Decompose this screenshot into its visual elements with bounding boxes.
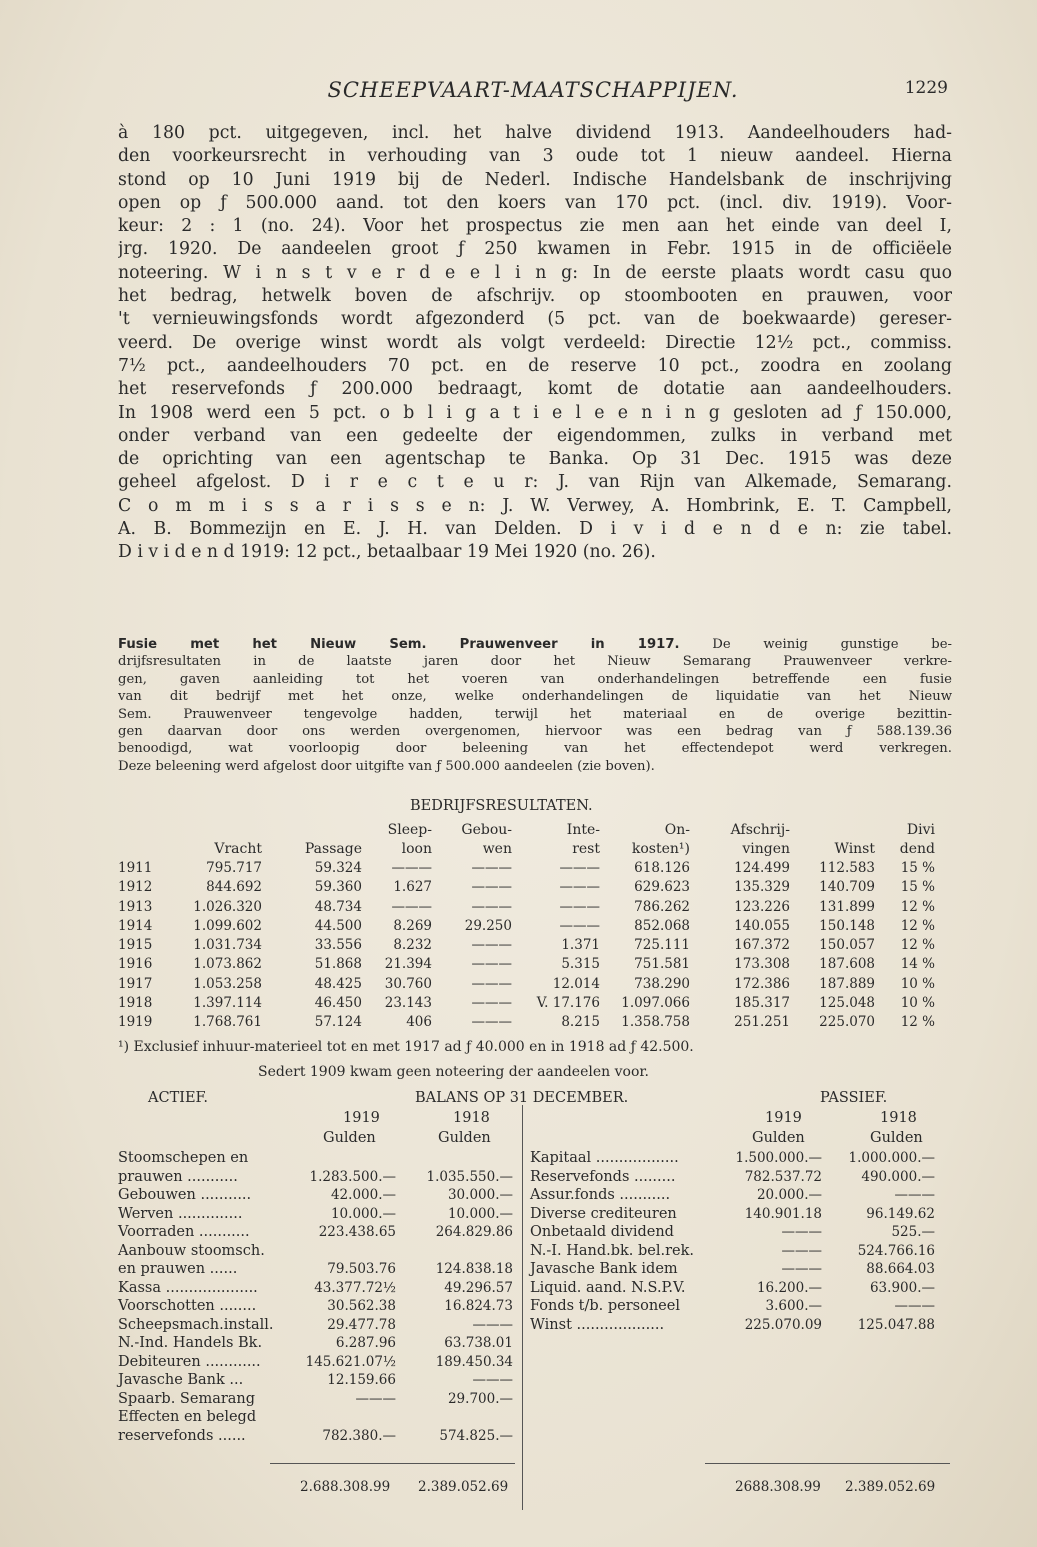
- balance-label: Spaarb. Semarang: [118, 1390, 256, 1407]
- table-cell: ———: [471, 956, 512, 973]
- balance-row: [118, 1224, 513, 1243]
- table-row: [118, 937, 952, 956]
- table-cell: 57.124: [314, 1014, 362, 1031]
- balance-label: en prauwen ......: [118, 1261, 238, 1277]
- results-header-cell: kosten¹): [631, 841, 690, 857]
- balance-label: Gebouwen ...........: [118, 1187, 252, 1203]
- balance-label: Voorschotten ........: [118, 1298, 257, 1314]
- balance-value-1919: 10.000.—: [330, 1205, 396, 1222]
- balance-value-1919: 145.621.07½: [305, 1353, 396, 1370]
- balance-value-1919: 79.503.76: [327, 1261, 396, 1277]
- table-cell: 1918: [118, 995, 153, 1012]
- table-cell: ———: [559, 860, 600, 876]
- balance-label: Diverse crediteuren: [530, 1205, 677, 1222]
- table-cell: 751.581: [634, 956, 690, 973]
- table-cell: ———: [471, 937, 512, 954]
- table-cell: 8.269: [393, 917, 432, 934]
- actief-total-rule: [270, 1463, 515, 1464]
- results-header-cell: Sleep-: [387, 822, 432, 838]
- balance-value-1918: 264.829.86: [435, 1224, 513, 1240]
- balance-label: Javasche Bank idem: [530, 1261, 678, 1277]
- balance-row: [118, 1187, 513, 1206]
- body-line: het reservefonds ƒ 200.000 bedraagt, komt de dotatie aan aandeelhouders.: [118, 379, 952, 400]
- balance-label: prauwen ...........: [118, 1168, 238, 1185]
- balance-value-1918: 63.900.—: [869, 1279, 935, 1296]
- balance-value-1918: 29.700.—: [447, 1390, 513, 1407]
- results-header-cell: On-: [664, 822, 690, 838]
- balance-row: [530, 1224, 950, 1243]
- balance-row: [118, 1391, 513, 1410]
- actief-total-1919: 2.688.308.99: [300, 1479, 391, 1495]
- results-footnote: ¹) Exclusief inhuur-materieel tot en met 1917 ad ƒ 40.000 en in 1918 ad ƒ 42.500.: [118, 1039, 694, 1055]
- results-header-cell: dend: [899, 841, 935, 857]
- table-cell: 59.324: [314, 860, 362, 876]
- balance-value-1918: 88.664.03: [866, 1261, 935, 1277]
- balance-row: [118, 1150, 513, 1169]
- table-cell: 1913: [118, 898, 153, 915]
- table-cell: 187.608: [819, 956, 875, 973]
- balance-label: Voorraden ...........: [118, 1224, 250, 1240]
- balance-value-1918: 96.149.62: [866, 1205, 935, 1222]
- body-line: keur: 2 : 1 (no. 24). Voor het prospectus zie men aan het einde van deel I,: [118, 216, 952, 237]
- balance-value-1918: 30.000.—: [447, 1187, 513, 1203]
- balance-value-1919: ———: [781, 1242, 822, 1259]
- balance-label: Debiteuren ............: [118, 1353, 261, 1370]
- table-cell: 30.760: [384, 975, 432, 992]
- table-cell: ———: [391, 860, 432, 876]
- balance-label: reservefonds ......: [118, 1427, 246, 1444]
- table-cell: 124.499: [734, 860, 790, 876]
- table-cell: 23.143: [384, 995, 432, 1012]
- table-cell: 1912: [118, 879, 153, 896]
- table-cell: 618.126: [634, 860, 690, 876]
- table-cell: 172.386: [734, 975, 790, 992]
- table-cell: 12 %: [900, 898, 935, 915]
- table-cell: 21.394: [384, 956, 432, 973]
- balance-value-1919: 1.500.000.—: [735, 1150, 822, 1166]
- table-row: [118, 860, 952, 879]
- balance-label: N.-I. Hand.bk. bel.rek.: [530, 1242, 695, 1259]
- table-cell: 1917: [118, 975, 153, 992]
- table-cell: 1916: [118, 956, 153, 973]
- body-line: stond op 10 Juni 1919 bij de Nederl. Indische Handelsbank de inschrijving: [118, 169, 952, 190]
- results-header-cell: loon: [401, 841, 432, 857]
- table-cell: 8.232: [393, 937, 432, 954]
- table-row: [118, 956, 952, 975]
- body-line: veerd. De overige winst wordt als volgt verdeeld: Directie 12½ pct., commiss.: [118, 332, 952, 353]
- balance-value-1919: 223.438.65: [318, 1224, 396, 1240]
- running-title: SCHEEPVAART-MAATSCHAPPIJEN.: [327, 78, 739, 102]
- passief-label: PASSIEF.: [820, 1090, 888, 1106]
- balance-label: Scheepsmach.install.: [118, 1316, 274, 1333]
- table-row: [118, 879, 952, 898]
- table-cell: 1.073.862: [193, 956, 262, 973]
- table-cell: 1.358.758: [621, 1014, 690, 1031]
- balance-row: [118, 1280, 513, 1299]
- balance-value-1918: 10.000.—: [447, 1205, 513, 1222]
- balance-label: Kassa ....................: [118, 1279, 258, 1296]
- body-line: In 1908 werd een 5 pct. o b l i g a t i e l e e n i n g gesloten ad ƒ 150.000,: [118, 402, 952, 423]
- table-cell: 1911: [118, 860, 153, 876]
- table-row: [118, 1014, 952, 1033]
- balance-row: [118, 1372, 513, 1391]
- balance-row: [530, 1298, 950, 1317]
- table-cell: 1919: [118, 1014, 153, 1031]
- balance-value-1919: 1.283.500.—: [309, 1168, 396, 1185]
- table-cell: 140.709: [819, 879, 875, 896]
- table-cell: 8.215: [561, 1014, 600, 1031]
- table-cell: 10 %: [900, 995, 935, 1012]
- table-cell: 1.026.320: [193, 898, 262, 915]
- table-cell: 738.290: [634, 975, 690, 992]
- table-cell: ———: [471, 898, 512, 915]
- table-cell: 173.308: [734, 956, 790, 973]
- table-cell: ———: [471, 995, 512, 1012]
- balance-value-1918: ———: [472, 1372, 513, 1388]
- balance-value-1919: 225.070.09: [744, 1316, 822, 1333]
- balance-value-1918: 189.450.34: [435, 1353, 513, 1370]
- body-line: D i v i d e n d 1919: 12 pct., betaalbaar 19 Mei 1920 (no. 26).: [118, 542, 656, 563]
- balance-label: Stoomschepen en: [118, 1150, 249, 1166]
- results-header-cell: vingen: [742, 841, 790, 857]
- table-cell: ———: [391, 898, 432, 915]
- results-caption: BEDRIJFSRESULTATEN.: [410, 798, 593, 814]
- balance-value-1918: 524.766.16: [857, 1242, 935, 1259]
- balance-value-1919: 140.901.18: [744, 1205, 822, 1222]
- balance-label: Winst ...................: [530, 1316, 665, 1333]
- table-cell: ———: [471, 860, 512, 876]
- table-cell: 1.031.734: [193, 937, 262, 954]
- table-cell: 1.627: [393, 879, 432, 896]
- table-cell: 1.768.761: [193, 1014, 262, 1031]
- fusie-line: van dit bedrijf met het onze, welke onderhandelingen de liquidatie van het Nieuw: [118, 689, 952, 705]
- table-cell: 1.397.114: [193, 995, 262, 1012]
- balance-value-1918: 63.738.01: [444, 1335, 513, 1351]
- balance-label: Reservefonds .........: [530, 1168, 676, 1185]
- balance-row: [530, 1261, 950, 1280]
- balance-value-1919: 16.200.—: [756, 1279, 822, 1296]
- balance-value-1918: 124.838.18: [435, 1261, 513, 1277]
- fusie-line: gen, gaven aanleiding tot het voeren van onderhandelingen betreffende een fusie: [118, 671, 952, 687]
- table-cell: 123.226: [734, 898, 790, 915]
- table-cell: ———: [559, 898, 600, 915]
- table-cell: 844.692: [206, 879, 262, 896]
- table-cell: 12.014: [552, 975, 600, 992]
- balance-value-1919: ———: [355, 1390, 396, 1407]
- actief-table: [118, 1150, 513, 1446]
- table-cell: 1.099.602: [193, 917, 262, 934]
- fusie-first-line: [118, 636, 952, 653]
- table-cell: 795.717: [206, 860, 262, 876]
- balance-title: BALANS OP 31 DECEMBER.: [415, 1090, 629, 1106]
- balance-label: N.-Ind. Handels Bk.: [118, 1335, 263, 1351]
- fusie-line: De weinig gunstige be-: [712, 637, 952, 652]
- page-number: 1229: [904, 78, 948, 98]
- body-line: 't vernieuwingsfonds wordt afgezonderd (5 pct. van de boekwaarde) gereser-: [118, 309, 952, 330]
- table-cell: 12 %: [900, 937, 935, 954]
- balance-value-1919: 42.000.—: [330, 1187, 396, 1203]
- results-table: [118, 860, 952, 1034]
- passief-unit-1918: Gulden: [870, 1130, 923, 1146]
- table-cell: 15 %: [900, 879, 935, 896]
- body-line: het bedrag, hetwelk boven de afschrijv. op stoombooten en prauwen, voor: [118, 286, 952, 307]
- balance-value-1918: ———: [472, 1316, 513, 1333]
- passief-year-1919: 1919: [765, 1110, 802, 1126]
- balance-value-1919: 3.600.—: [765, 1298, 822, 1314]
- balance-value-1918: ———: [894, 1298, 935, 1314]
- balance-row: [118, 1206, 513, 1225]
- body-line: à 180 pct. uitgegeven, incl. het halve dividend 1913. Aandeelhouders had-: [118, 123, 952, 143]
- fusie-line: gen daarvan door ons werden overgenomen, hiervoor was een bedrag van ƒ 588.139.36: [118, 723, 952, 739]
- balance-label: Fonds t/b. personeel: [530, 1298, 680, 1314]
- fusie-line: benoodigd, wat voorloopig door beleening van het effectendepot werd verkregen.: [118, 741, 952, 757]
- passief-total-1919: 2688.308.99: [735, 1479, 821, 1495]
- balance-value-1918: 16.824.73: [444, 1298, 513, 1314]
- fusie-line: Sem. Prauwenveer tengevolge hadden, terwijl het materiaal en de overige bezittin-: [118, 706, 952, 722]
- results-note: Sedert 1909 kwam geen noteering der aandeelen voor.: [258, 1064, 649, 1080]
- body-line: open op ƒ 500.000 aand. tot den koers van 170 pct. (incl. div. 1919). Voor-: [118, 192, 952, 213]
- balance-value-1919: ———: [781, 1261, 822, 1277]
- table-cell: 1.053.258: [193, 975, 262, 992]
- balance-label: Assur.fonds ...........: [530, 1187, 671, 1203]
- balance-row: [118, 1428, 513, 1447]
- actief-unit-1918: Gulden: [438, 1130, 491, 1146]
- balance-value-1918: 490.000.—: [861, 1168, 935, 1185]
- balance-row: [530, 1280, 950, 1299]
- balance-value-1918: 1.035.550.—: [426, 1168, 513, 1185]
- actief-unit-1919: Gulden: [323, 1130, 376, 1146]
- actief-total-1918: 2.389.052.69: [418, 1479, 509, 1495]
- body-line: jrg. 1920. De aandeelen groot ƒ 250 kwamen in Febr. 1915 in de officiëele: [118, 239, 952, 260]
- body-line: onder verband van een gedeelte der eigendommen, zulks in verband met: [118, 425, 952, 446]
- balance-value-1919: 20.000.—: [756, 1187, 822, 1203]
- passief-total-rule: [705, 1463, 950, 1464]
- balance-value-1919: 12.159.66: [327, 1372, 396, 1388]
- fusie-heading: Fusie met het Nieuw Sem. Prauwenveer in 1917.: [118, 637, 680, 652]
- table-cell: 15 %: [900, 860, 935, 876]
- table-cell: 48.425: [314, 975, 362, 992]
- balance-row: [530, 1206, 950, 1225]
- body-line: C o m m i s s a r i s s e n: J. W. Verwey, A. Hombrink, E. T. Campbell,: [118, 495, 952, 516]
- balance-value-1919: 6.287.96: [335, 1335, 396, 1351]
- table-row: [118, 976, 952, 995]
- balance-row: [118, 1354, 513, 1373]
- balance-row: [118, 1335, 513, 1354]
- table-cell: 167.372: [734, 937, 790, 954]
- balance-value-1919: 782.537.72: [744, 1168, 822, 1185]
- balance-row: [530, 1243, 950, 1262]
- fusie-paragraph: [118, 636, 952, 775]
- balance-label: Javasche Bank ...: [118, 1372, 244, 1388]
- balance-row: [118, 1261, 513, 1280]
- results-header-cell: rest: [572, 841, 600, 857]
- results-header-cell: Divi: [906, 822, 935, 838]
- table-cell: 112.583: [819, 860, 875, 876]
- results-header-cell: Passage: [304, 841, 362, 857]
- table-cell: 1914: [118, 917, 153, 934]
- table-cell: 629.623: [634, 879, 690, 896]
- table-cell: 852.068: [634, 917, 690, 934]
- table-row: [118, 995, 952, 1014]
- passief-table: [530, 1150, 950, 1335]
- table-cell: 14 %: [900, 956, 935, 973]
- balance-label: Effecten en belegd: [118, 1409, 257, 1425]
- table-cell: 1915: [118, 937, 153, 954]
- body-line: 7½ pct., aandeelhouders 70 pct. en de reserve 10 pct., zoodra en zoolang: [118, 355, 952, 376]
- passief-total-1918: 2.389.052.69: [845, 1479, 936, 1495]
- table-cell: 135.329: [734, 879, 790, 896]
- table-row: [118, 918, 952, 937]
- main-paragraph: [118, 122, 952, 565]
- table-cell: 12 %: [900, 1014, 935, 1031]
- table-cell: 406: [406, 1014, 432, 1031]
- passief-year-1918: 1918: [880, 1110, 917, 1126]
- actief-label: ACTIEF.: [148, 1090, 208, 1106]
- balance-label: Aanbouw stoomsch.: [118, 1242, 265, 1259]
- table-cell: 29.250: [464, 917, 512, 934]
- results-header-cell: Inte-: [566, 822, 600, 838]
- balance-divider: [522, 1105, 523, 1510]
- balance-label: Onbetaald dividend: [530, 1224, 674, 1240]
- table-cell: 225.070: [819, 1014, 875, 1031]
- table-cell: 150.148: [819, 917, 875, 934]
- table-cell: 187.889: [819, 975, 875, 992]
- balance-value-1919: ———: [781, 1224, 822, 1240]
- balance-row: [530, 1150, 950, 1169]
- body-line: noteering. W i n s t v e r d e e l i n g: In de eerste plaats wordt casu quo: [118, 262, 952, 283]
- results-header-cell: Gebou-: [461, 822, 512, 838]
- table-cell: ———: [471, 1014, 512, 1031]
- table-cell: 33.556: [314, 937, 362, 954]
- results-header-cell: wen: [482, 841, 512, 857]
- body-line: den voorkeursrecht in verhouding van 3 oude tot 1 nieuw aandeel. Hierna: [118, 146, 952, 167]
- results-header-cell: Winst: [834, 841, 875, 857]
- balance-value-1918: 525.—: [891, 1224, 935, 1240]
- balance-value-1919: 43.377.72½: [314, 1279, 396, 1296]
- table-cell: V. 17.176: [536, 995, 600, 1012]
- table-cell: 140.055: [734, 917, 790, 934]
- balance-row: [118, 1243, 513, 1262]
- balance-row: [118, 1409, 513, 1428]
- results-header-cell: Vracht: [214, 841, 262, 857]
- balance-value-1918: 1.000.000.—: [848, 1150, 935, 1166]
- table-cell: 725.111: [634, 937, 690, 954]
- table-cell: 251.251: [734, 1014, 790, 1031]
- table-cell: 46.450: [314, 995, 362, 1012]
- balance-value-1918: ———: [894, 1187, 935, 1203]
- balance-value-1919: 30.562.38: [327, 1298, 396, 1314]
- table-cell: 1.371: [561, 937, 600, 954]
- table-cell: 59.360: [314, 879, 362, 896]
- actief-year-1919: 1919: [343, 1110, 380, 1126]
- balance-value-1918: 49.296.57: [444, 1279, 513, 1296]
- table-cell: 125.048: [819, 995, 875, 1012]
- actief-year-1918: 1918: [453, 1110, 490, 1126]
- table-cell: ———: [559, 917, 600, 934]
- body-line: geheel afgelost. D i r e c t e u r: J. van Rijn van Alkemade, Semarang.: [118, 472, 952, 493]
- table-cell: 10 %: [900, 975, 935, 992]
- balance-value-1918: 574.825.—: [439, 1427, 513, 1444]
- table-cell: 131.899: [819, 898, 875, 915]
- table-cell: 44.500: [314, 917, 362, 934]
- table-cell: 150.057: [819, 937, 875, 954]
- balance-label: Kapitaal ..................: [530, 1150, 679, 1166]
- balance-row: [530, 1187, 950, 1206]
- balance-row: [118, 1317, 513, 1336]
- balance-label: Werven ..............: [118, 1205, 243, 1222]
- balance-value-1919: 782.380.—: [322, 1427, 396, 1444]
- body-line: de oprichting van een agentschap te Banka. Op 31 Dec. 1915 was deze: [118, 449, 952, 470]
- table-cell: ———: [471, 975, 512, 992]
- table-cell: 185.317: [734, 995, 790, 1012]
- fusie-line: drijfsresultaten in de laatste jaren door het Nieuw Semarang Prauwenveer verkre-: [118, 654, 952, 670]
- table-cell: 1.097.066: [621, 995, 690, 1012]
- body-line: A. B. Bommezijn en E. J. H. van Delden. D i v i d e n d e n: zie tabel.: [118, 519, 952, 540]
- table-cell: ———: [559, 879, 600, 896]
- balance-label: Liquid. aand. N.S.P.V.: [530, 1279, 686, 1296]
- balance-row: [530, 1169, 950, 1188]
- table-cell: ———: [471, 879, 512, 896]
- table-cell: 12 %: [900, 917, 935, 934]
- page-header: [118, 78, 948, 108]
- table-cell: 51.868: [314, 956, 362, 973]
- table-row: [118, 899, 952, 918]
- balance-value-1918: 125.047.88: [857, 1316, 935, 1333]
- balance-value-1919: 29.477.78: [327, 1316, 396, 1333]
- table-cell: 5.315: [561, 956, 600, 973]
- balance-row: [118, 1169, 513, 1188]
- passief-unit-1919: Gulden: [752, 1130, 805, 1146]
- fusie-line: Deze beleening werd afgelost door uitgifte van ƒ 500.000 aandeelen (zie boven).: [118, 758, 655, 774]
- table-cell: 786.262: [634, 898, 690, 915]
- table-cell: 48.734: [314, 898, 362, 915]
- balance-row: [530, 1317, 950, 1336]
- balance-row: [118, 1298, 513, 1317]
- results-header-cell: Afschrij-: [730, 822, 790, 838]
